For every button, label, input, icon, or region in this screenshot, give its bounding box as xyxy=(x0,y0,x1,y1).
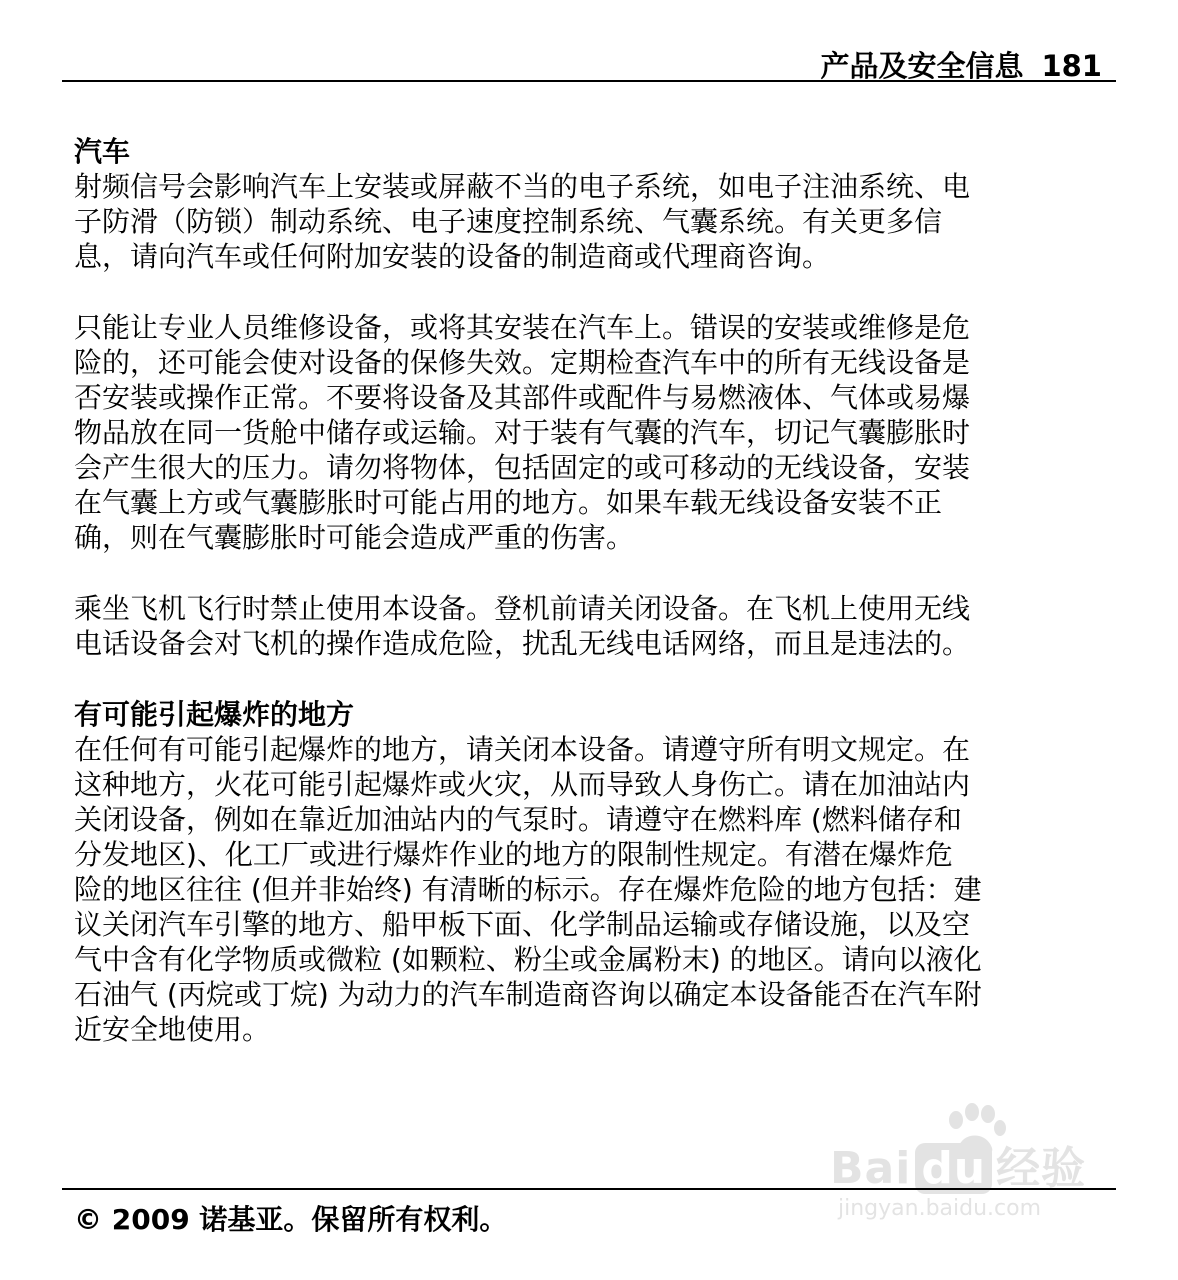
text-line: 议关闭汽车引擎的地方、船甲板下面、化学制品运输或存储设施，以及空 xyxy=(74,908,971,941)
text-line: 在任何有可能引起爆炸的地方，请关闭本设备。请遵守所有明文规定。在 xyxy=(74,733,971,766)
text-line: 分发地区)、化工厂或进行爆炸作业的地方的限制性规定。有潜在爆炸危 xyxy=(74,838,953,871)
text-line: 子防滑（防锁）制动系统、电子速度控制系统、气囊系统。有关更多信 xyxy=(74,205,943,238)
text-line: 确，则在气囊膨胀时可能会造成严重的伤害。 xyxy=(74,521,635,554)
section-title-explosive-areas: 有可能引起爆炸的地方 xyxy=(74,698,355,731)
watermark-url: jingyan.baidu.com xyxy=(838,1196,1042,1221)
text-line: 关闭设备，例如在靠近加油站内的气泵时。请遵守在燃料库 (燃料储存和 xyxy=(74,803,962,836)
watermark-brand-box: du xyxy=(915,1143,992,1194)
header-title: 产品及安全信息 xyxy=(820,49,1024,83)
watermark-brand-left: Bai xyxy=(830,1143,912,1194)
text-line: 险的地区往往 (但并非始终) 有清晰的标示。存在爆炸危险的地方包括：建 xyxy=(74,873,982,906)
header-title-group xyxy=(820,44,1102,85)
text-line: 只能让专业人员维修设备，或将其安装在汽车上。错误的安装或维修是危 xyxy=(74,311,971,344)
text-line: 射频信号会影响汽车上安装或屏蔽不当的电子系统，如电子注油系统、电 xyxy=(74,170,971,203)
text-line: 乘坐飞机飞行时禁止使用本设备。登机前请关闭设备。在飞机上使用无线 xyxy=(74,592,971,625)
text-line: 气中含有化学物质或微粒 (如颗粒、粉尘或金属粉末) 的地区。请向以液化 xyxy=(74,943,982,976)
page-header xyxy=(62,40,1116,82)
text-line: 息，请向汽车或任何附加安装的设备的制造商或代理商咨询。 xyxy=(74,240,831,273)
text-line: 石油气 (丙烷或丁烷) 为动力的汽车制造商咨询以确定本设备能否在汽车附 xyxy=(74,978,982,1011)
paragraph xyxy=(74,732,1114,1047)
paragraph xyxy=(74,591,1114,661)
text-line: 在气囊上方或气囊膨胀时可能占用的地方。如果车载无线设备安装不正 xyxy=(74,486,943,519)
baidu-jingyan-watermark xyxy=(830,1100,1120,1230)
text-line: 会产生很大的压力。请勿将物体，包括固定的或可移动的无线设备，安装 xyxy=(74,451,971,484)
text-line: 这种地方，火花可能引起爆炸或火灾，从而导致人身伤亡。请在加油站内 xyxy=(74,768,971,801)
paragraph xyxy=(74,169,1114,274)
page-number: 181 xyxy=(1041,49,1102,83)
watermark-brand-right: 经验 xyxy=(996,1143,1087,1194)
footer-copyright: © 2009 诺基亚。保留所有权利。 xyxy=(74,1203,508,1236)
text-line: 物品放在同一货舱中储存或运输。对于装有气囊的汽车，切记气囊膨胀时 xyxy=(74,416,971,449)
text-line: 险的，还可能会使对设备的保修失效。定期检查汽车中的所有无线设备是 xyxy=(74,346,971,379)
watermark-brand xyxy=(830,1132,1086,1196)
section-title-car: 汽车 xyxy=(74,135,131,168)
text-line: 近安全地使用。 xyxy=(74,1013,271,1046)
page-content xyxy=(74,134,1114,1047)
text-line: 电话设备会对飞机的操作造成危险，扰乱无线电话网络，而且是违法的。 xyxy=(74,627,971,660)
footer-divider xyxy=(62,1188,1116,1190)
text-line: 否安装或操作正常。不要将设备及其部件或配件与易燃液体、气体或易爆 xyxy=(74,381,971,414)
paragraph xyxy=(74,310,1114,555)
